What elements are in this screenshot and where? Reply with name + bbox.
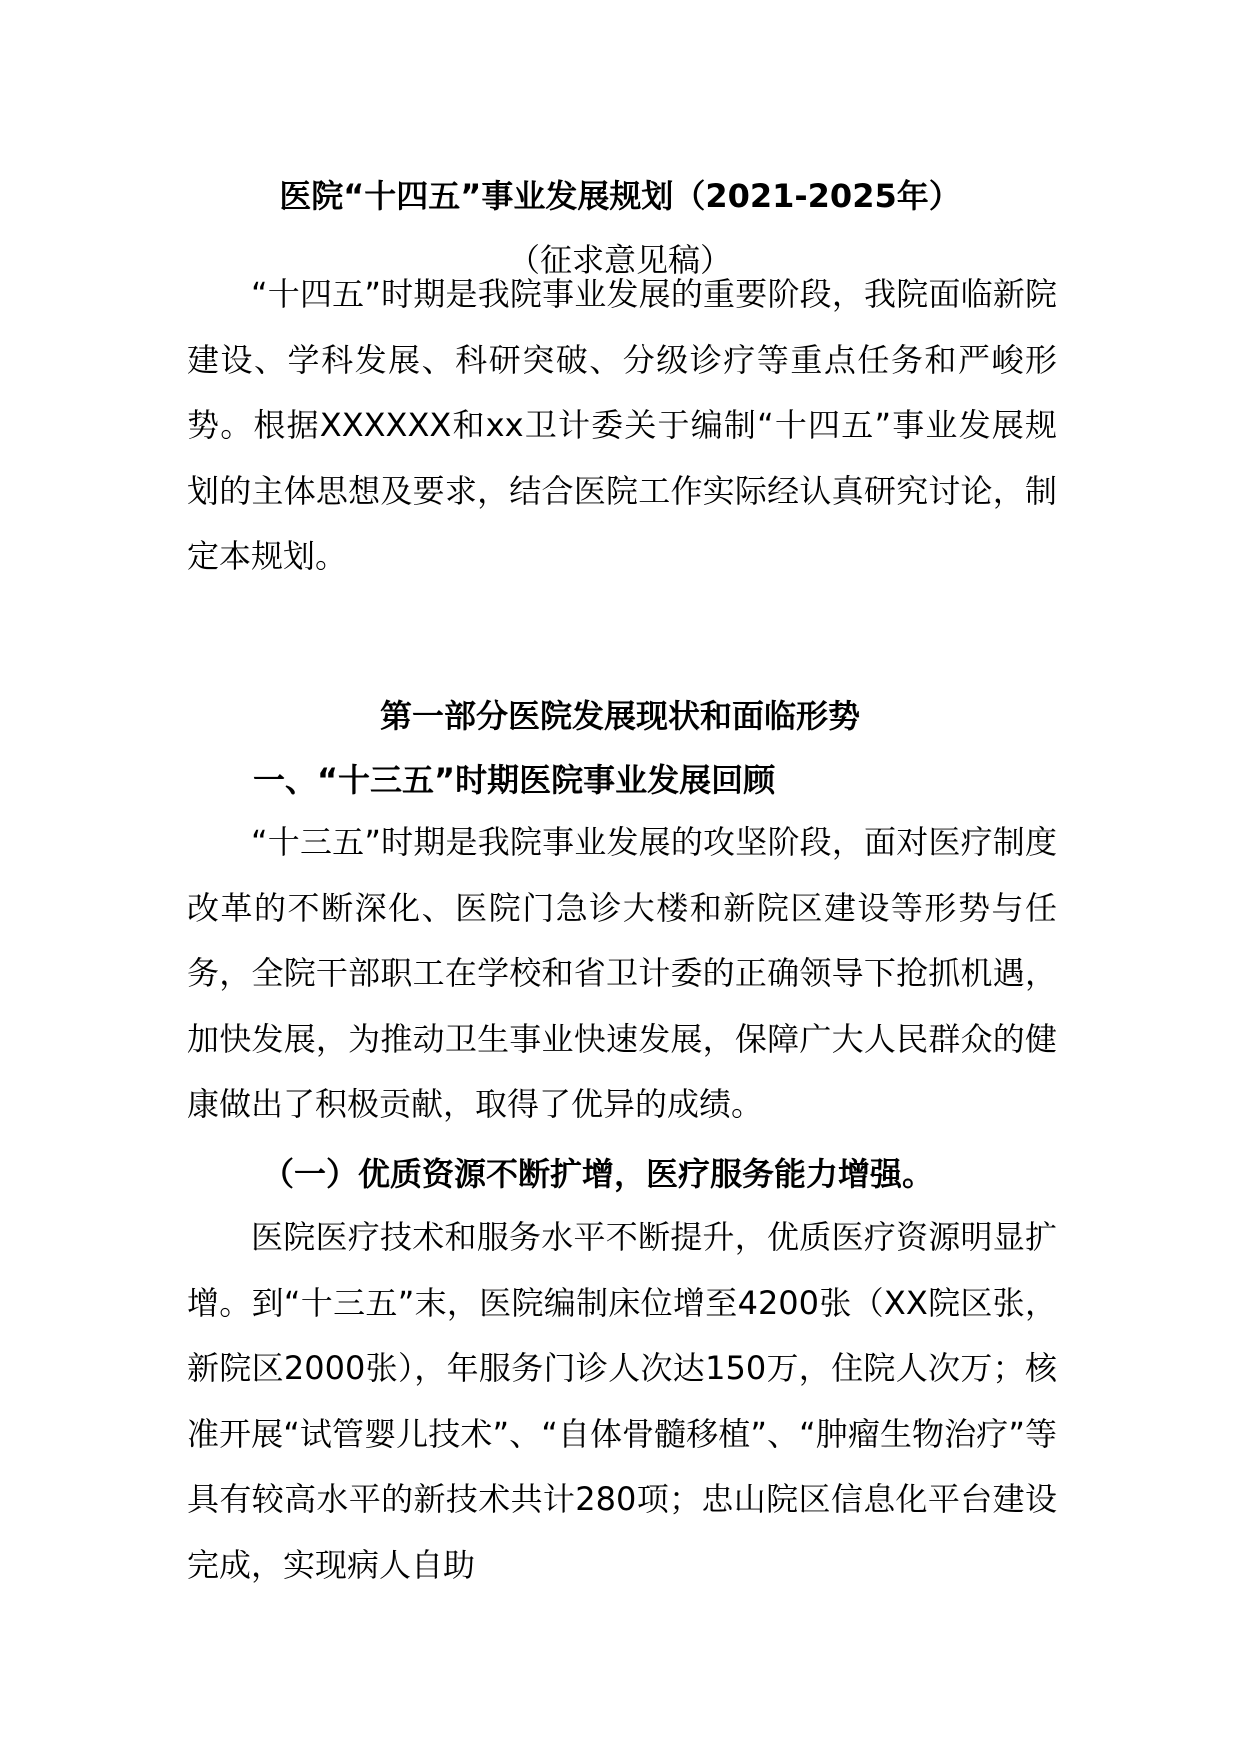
subsection-one-paragraph: 医院医疗技术和服务水平不断提升，优质医疗资源明显扩增。到“十三五”末，医院编制床位增至4200张（XX院区张，新院区2000张），年服务门诊人次达150万，住院人次万；核准开展“试管婴儿技术”、“自体骨髓移植”、“肿瘤生物治疗”等具有较高水平的新技术共计280项；忠山院区信息化平台建设完成，实现病人自助 bbox=[187, 1218, 1057, 1584]
subsection-one-heading: （一）优质资源不断扩增，医疗服务能力增强。 bbox=[262, 1155, 935, 1193]
intro-paragraph: “十四五”时期是我院事业发展的重要阶段，我院面临新院建设、学科发展、科研突破、分级诊疗等重点任务和严峻形势。根据XXXXXX和xx卫计委关于编制“十四五”事业发展规划的主体思想及要求，结合医院工作实际经认真研究讨论，制定本规划。 bbox=[187, 275, 1057, 575]
section-one-paragraph: “十三五”时期是我院事业发展的攻坚阶段，面对医疗制度改革的不断深化、医院门急诊大楼和新院区建设等形势与任务，全院干部职工在学校和省卫计委的正确领导下抢抓机遇，加快发展，为推动卫生事业快速发展，保障广大人民群众的健康做出了积极贡献，取得了优异的成绩。 bbox=[187, 823, 1057, 1123]
section-one-heading: 一、“十三五”时期医院事业发展回顾 bbox=[253, 761, 776, 799]
document-title: 医院“十四五”事业发展规划（2021-2025年） bbox=[279, 177, 961, 215]
document-subtitle: （征求意见稿） bbox=[507, 241, 732, 279]
part-one-title: 第一部分医院发展现状和面临形势 bbox=[379, 697, 860, 735]
